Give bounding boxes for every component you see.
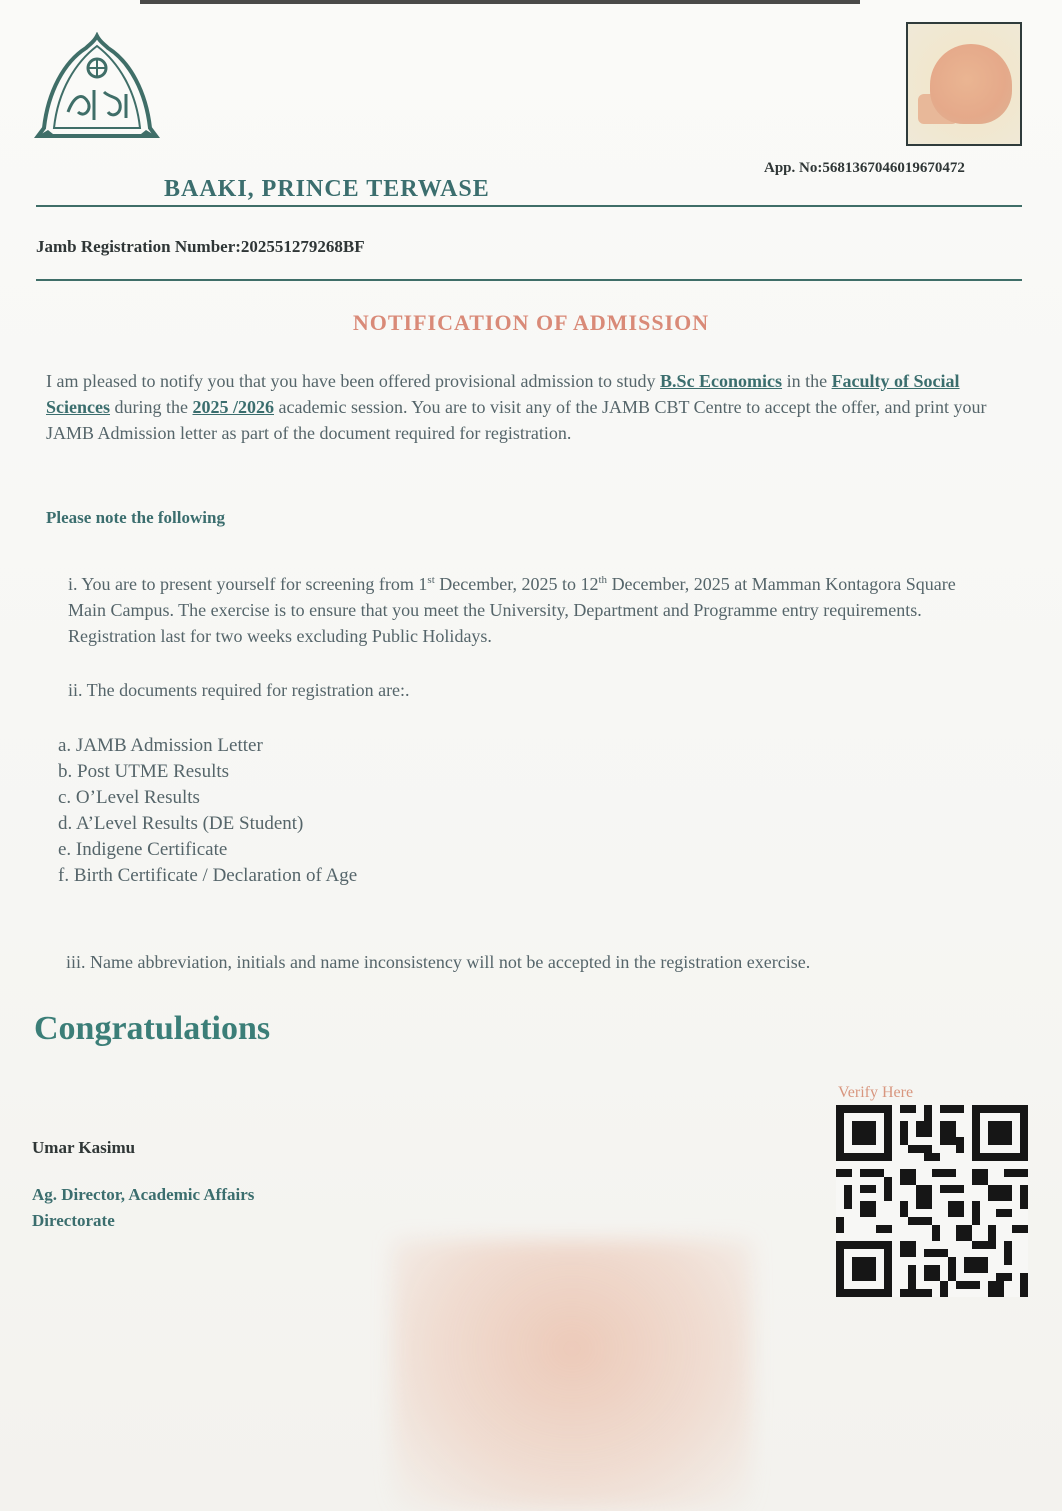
name-consistency-note: iii. Name abbreviation, initials and name inconsistency will not be accepted in the registration exercise. [66, 952, 811, 972]
faculty-name: Faculty of Social Sciences [46, 371, 960, 417]
list-item: e. Indigene Certificate [58, 839, 228, 860]
academic-session: 2025 /2026 [192, 397, 274, 417]
list-item: d. A’Level Results (DE Student) [58, 813, 304, 834]
passport-photo [906, 22, 1022, 146]
university-crest-icon [34, 32, 160, 144]
screening-instruction: i. You are to present yourself for screening from 1st December, 2025 to 12th December, 2025 at Mamman Kontagora Square Main Campus. The exercise is to ensure that you meet the University, Department and Programme entry requirements. Registration last for two weeks excluding Public Holidays. [68, 574, 956, 646]
list-item: f. Birth Certificate / Declaration of Age [58, 865, 358, 886]
top-edge-strip [140, 0, 860, 4]
programme-name: B.Sc Economics [660, 371, 783, 391]
photo-smudge [392, 1240, 752, 1511]
divider [36, 279, 1022, 281]
congratulations-text: Congratulations [34, 1010, 271, 1047]
required-documents-list [58, 733, 357, 889]
list-item: b. Post UTME Results [58, 761, 230, 782]
letter-heading: NOTIFICATION OF ADMISSION [352, 310, 710, 335]
jamb-registration-number: Jamb Registration Number:202551279268BF [36, 237, 365, 256]
verify-label: Verify Here [838, 1084, 914, 1101]
list-item: a. JAMB Admission Letter [58, 735, 263, 756]
intro-paragraph: I am pleased to notify you that you have been offered provisional admission to study B.Sc Economics in the Faculty of Social Sciences during the 2025 /2026 academic session. You are to visit any of the JAMB CBT Centre to accept the offer, and print your JAMB Admission letter as part of the document required for registration. [46, 371, 987, 443]
candidate-name: BAAKI, PRINCE TERWASE [164, 176, 490, 202]
list-item: c. O’Level Results [58, 787, 200, 808]
signatory-title-line2: Directorate [32, 1211, 115, 1230]
note-heading: Please note the following [46, 508, 225, 527]
divider [36, 205, 1022, 207]
application-number: App. No:5681367046019670472 [764, 160, 965, 176]
documents-instruction: ii. The documents required for registration are:. [68, 680, 410, 700]
signatory-name: Umar Kasimu [32, 1138, 136, 1157]
qr-code-icon[interactable] [836, 1104, 1028, 1298]
signatory-title: Ag. Director, Academic Affairs [32, 1185, 255, 1204]
